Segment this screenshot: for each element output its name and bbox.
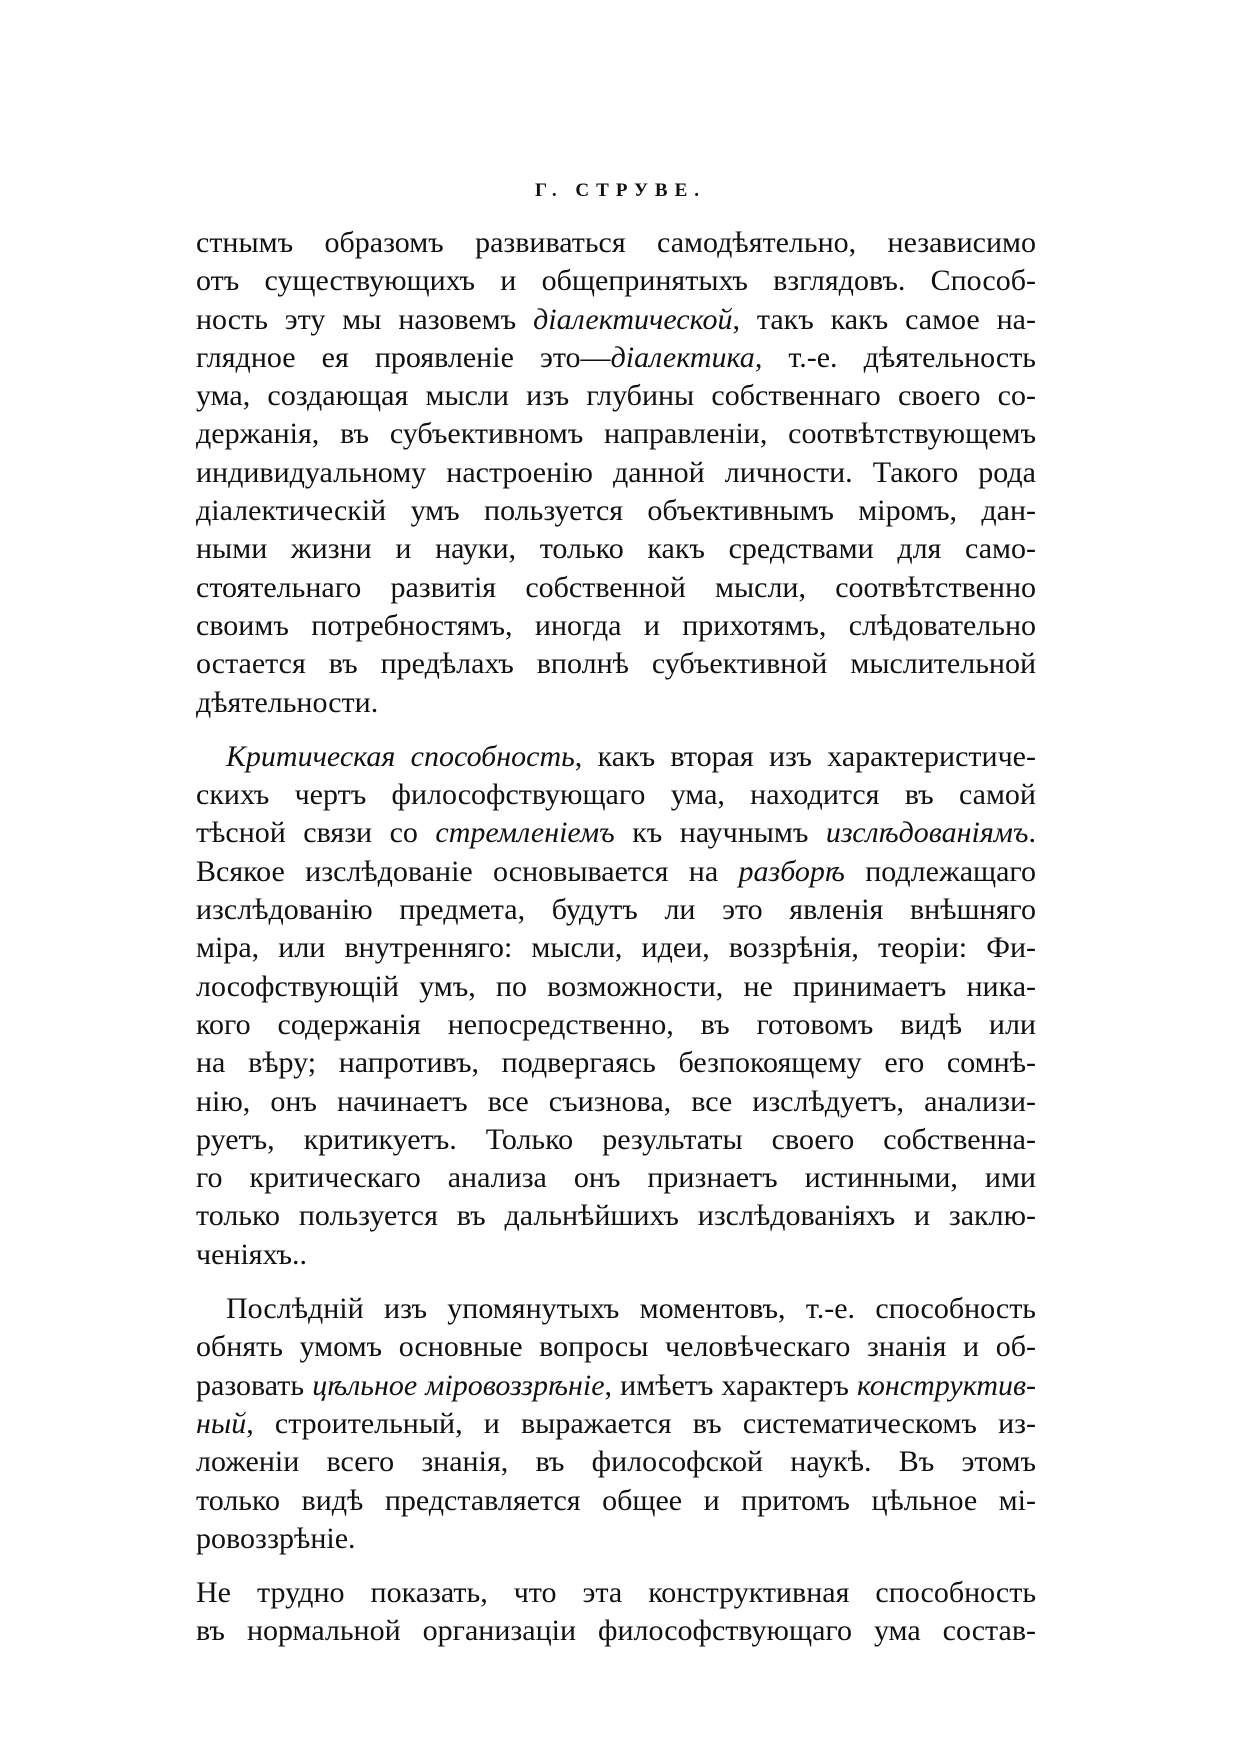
text-run: тѣсной связи со [196, 816, 436, 850]
text-line [196, 1121, 1036, 1159]
text-line [196, 1083, 1036, 1121]
text-run: Всякое изслѣдованіе основывается на [196, 854, 739, 888]
text-line [196, 738, 1036, 776]
text-line [196, 454, 1036, 492]
text-run: держанія, въ субъективномъ направленіи, соотвѣтствующемъ [196, 417, 1036, 451]
paragraph-gap [196, 1274, 1036, 1290]
text-run: изслѣдованію предмета, будутъ ли это явленія внѣшняго [196, 893, 1036, 927]
paragraph-gap [196, 722, 1036, 738]
text-run: кого содержанія непосредственно, въ готовомъ видѣ или [196, 1007, 1036, 1041]
italic-text: ный [196, 1406, 247, 1440]
italic-text: разборѣ [738, 854, 845, 888]
text-line [196, 929, 1036, 967]
text-line [196, 1612, 1036, 1650]
italic-text: Критическая способность [226, 739, 575, 773]
text-run: подлежащаго [844, 854, 1036, 888]
text-line [196, 339, 1036, 377]
italic-text: діалектика [610, 340, 755, 374]
paragraph-p1 [196, 224, 1036, 722]
text-run: разовать [196, 1368, 313, 1402]
italic-text: цѣльное міровоззрѣніе [312, 1368, 605, 1402]
text-run: ровоззрѣніе. [196, 1521, 356, 1555]
text-run: нію, онъ начинаетъ все съизнова, все изслѣдуетъ, анализи- [196, 1084, 1036, 1118]
text-line [196, 1328, 1036, 1366]
text-line [196, 645, 1036, 683]
text-line [196, 891, 1036, 929]
text-line [196, 1367, 1036, 1405]
text-run: только пользуется въ дальнѣйшихъ изслѣдованіяхъ и заклю- [196, 1199, 1036, 1233]
text-run: міра, или внутренняго: мысли, идеи, воззрѣнія, теоріи: Фи- [196, 931, 1036, 965]
text-line [196, 415, 1036, 453]
text-line [196, 224, 1036, 262]
paragraph-p4 [196, 1574, 1036, 1651]
text-line [196, 853, 1036, 891]
text-line [196, 1236, 1036, 1274]
text-run: ложеніи всего знанія, въ философской наукѣ. Въ этомъ [196, 1445, 1036, 1479]
text-line [196, 1405, 1036, 1443]
text-run: остается въ предѣлахъ вполнѣ субъективной мыслительной [196, 647, 1036, 681]
text-line [196, 301, 1036, 339]
text-line [196, 684, 1036, 722]
text-run: руетъ, критикуетъ. Только результаты своего собственна- [196, 1122, 1036, 1156]
text-run: лософствующій умъ, по возможности, не принимаетъ ника- [196, 969, 1036, 1003]
italic-text: діалектической [533, 302, 733, 336]
italic-text: изслѣдованіямъ [825, 816, 1029, 850]
text-run: , т.-е. дѣятельность [754, 340, 1036, 374]
text-run: на вѣру; напротивъ, подвергаясь безпокоящему его сомнѣ- [196, 1046, 1036, 1080]
text-line [196, 1443, 1036, 1481]
text-run: только видѣ представляется общее и притомъ цѣльное мі- [196, 1483, 1036, 1517]
text-line [196, 776, 1036, 814]
text-line [196, 1159, 1036, 1197]
text-line [196, 530, 1036, 568]
text-line [196, 262, 1036, 300]
italic-text: стремленіемъ [435, 816, 615, 850]
text-run: ченіяхъ.. [196, 1237, 307, 1271]
text-run: стоятельнаго развитія собственной мысли, соотвѣтственно [196, 570, 1036, 604]
text-run: Послѣдній изъ упомянутыхъ моментовъ, т.-е. способность [226, 1292, 1036, 1326]
text-line [196, 814, 1036, 852]
text-run: отъ существующихъ и общепринятыхъ взглядовъ. Способ- [196, 264, 1036, 298]
text-line [196, 1520, 1036, 1558]
text-line [196, 968, 1036, 1006]
text-line [196, 569, 1036, 607]
text-run: ума, создающая мысли изъ глубины собственнаго своего со- [196, 379, 1036, 413]
text-run: , такъ какъ самое на- [732, 302, 1036, 336]
text-run: своимъ потребностямъ, иногда и прихотямъ, слѣдовательно [196, 608, 1036, 642]
text-line [196, 1006, 1036, 1044]
text-run: . [1028, 816, 1036, 850]
paragraph-p2 [196, 738, 1036, 1274]
text-run: скихъ чертъ философствующаго ума, находится въ самой [196, 778, 1036, 812]
text-run: стнымъ образомъ развиваться самодѣятельно, независимо [196, 226, 1036, 259]
text-run: діалектическій умъ пользуется объективнымъ міромъ, дан- [196, 494, 1036, 528]
text-line [196, 607, 1036, 645]
paragraph-p3 [196, 1290, 1036, 1558]
text-line [196, 1197, 1036, 1235]
text-line [196, 1574, 1036, 1612]
text-run: обнять умомъ основные вопросы человѣческаго знанія и об- [196, 1330, 1036, 1364]
text-run: ными жизни и науки, только какъ средствами для само- [196, 532, 1036, 566]
running-head: Г. СТРУВЕ. [534, 180, 706, 201]
text-run: , какъ вторая изъ характеристиче- [574, 739, 1036, 773]
text-run: ность эту мы назовемъ [196, 302, 534, 336]
italic-text: конструктив- [857, 1368, 1037, 1402]
text-run: въ нормальной организаціи философствующаго ума состав- [196, 1614, 1036, 1648]
text-run: глядное ея проявленіе это— [196, 340, 611, 374]
text-run: го критическаго анализа онъ признаетъ истинными, ими [196, 1161, 1036, 1195]
text-line [196, 1290, 1036, 1328]
text-run: къ научнымъ [614, 816, 826, 850]
text-line [196, 1482, 1036, 1520]
text-line [196, 1044, 1036, 1082]
text-run: , имѣетъ характеръ [604, 1368, 858, 1402]
text-run: , строительный, и выражается въ систематическомъ из- [246, 1406, 1036, 1440]
paragraph-gap [196, 1558, 1036, 1574]
body-text [196, 224, 1036, 1651]
text-run: дѣятельности. [196, 685, 379, 719]
text-line [196, 377, 1036, 415]
text-run: индивидуальному настроенію данной личности. Такого рода [196, 455, 1036, 489]
text-run: Не трудно показать, что эта конструктивная способность [196, 1576, 1036, 1610]
text-line [196, 492, 1036, 530]
